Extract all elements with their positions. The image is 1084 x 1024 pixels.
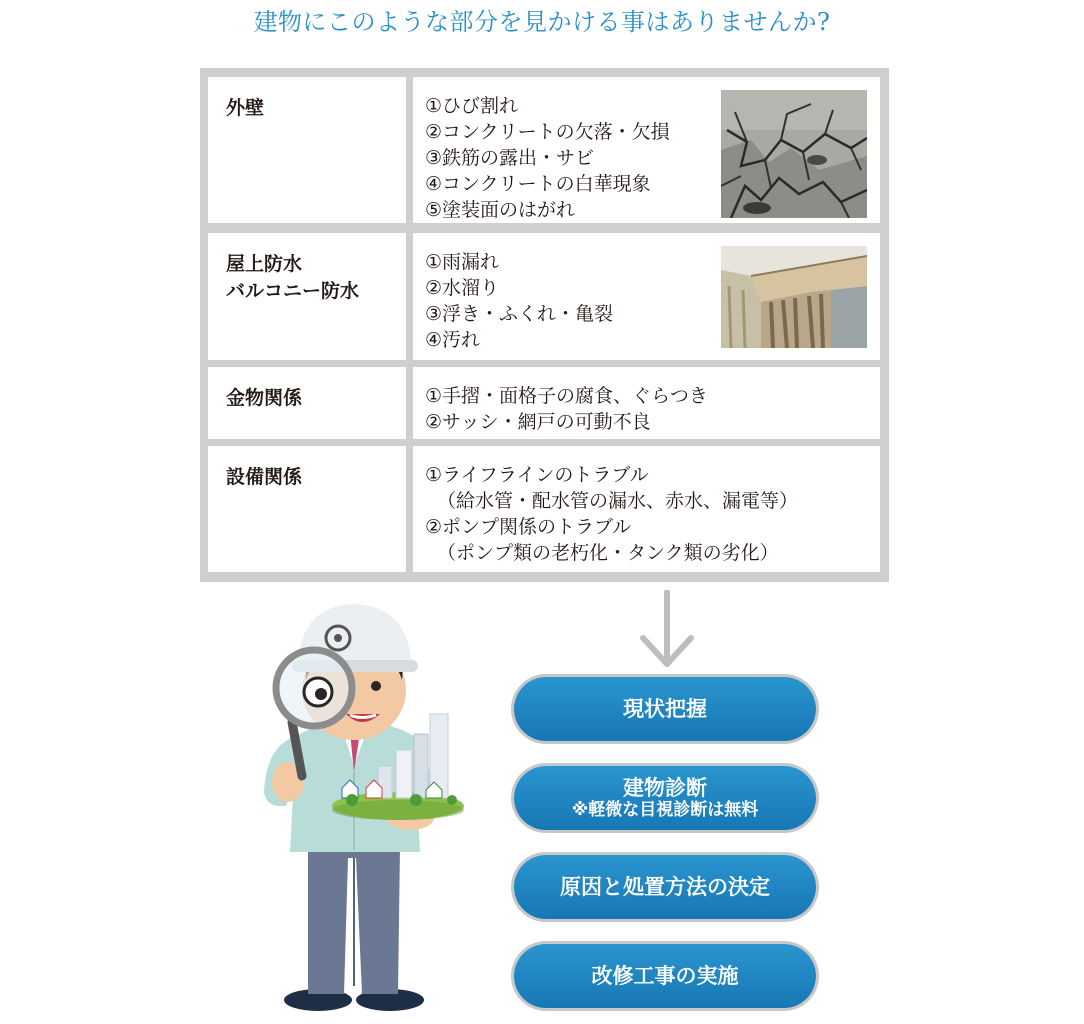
step-repair-work xyxy=(514,944,816,1008)
row-heading-label: 金物関係 xyxy=(226,387,303,409)
list-item: ①手摺・面格子の腐食、ぐらつき xyxy=(425,385,708,407)
list-item: ①ひび割れ xyxy=(425,95,519,117)
row-detail-metalwork xyxy=(413,367,880,439)
list-item: （ポンプ類の老朽化・タンク類の劣化） xyxy=(437,542,779,564)
row-heading-label: 屋上防水 xyxy=(226,253,303,275)
row-heading-waterproofing xyxy=(208,233,406,360)
list-item: ①ライフラインのトラブル xyxy=(425,464,649,486)
inspector-illustration xyxy=(230,596,480,1014)
list-item: ④コンクリートの白華現象 xyxy=(425,173,651,195)
row-heading-label: 外壁 xyxy=(226,97,265,119)
list-item: （給水管・配水管の漏水、赤水、漏電等） xyxy=(437,490,799,512)
step-building-diagnosis xyxy=(514,766,816,830)
leak-stain-photo xyxy=(721,246,867,348)
row-detail-equipment xyxy=(413,446,880,572)
row-heading-exterior-wall xyxy=(208,77,406,223)
list-item: ②コンクリートの欠落・欠損 xyxy=(425,121,670,143)
issue-table xyxy=(200,68,889,582)
step-note: ※軽微な目視診断は無料 xyxy=(571,800,759,820)
step-current-status xyxy=(514,677,816,741)
step-label: 建物診断 xyxy=(623,776,707,800)
row-heading-label: 設備関係 xyxy=(226,466,303,488)
page-title: 建物にこのような部分を見かける事はありませんか? xyxy=(253,8,831,36)
list-item: ①雨漏れ xyxy=(425,251,500,273)
cracked-concrete-photo xyxy=(721,90,867,218)
row-heading-label: バルコニー防水 xyxy=(226,280,360,302)
step-label: 原因と処置方法の決定 xyxy=(560,875,770,899)
list-item: ②ポンプ関係のトラブル xyxy=(425,516,632,538)
step-label: 現状把握 xyxy=(623,697,707,721)
step-cause-and-treatment xyxy=(514,855,816,919)
list-item: ②サッシ・網戸の可動不良 xyxy=(425,411,651,433)
list-item: ③浮き・ふくれ・亀裂 xyxy=(425,303,614,325)
row-heading-metalwork xyxy=(208,367,406,439)
list-item: ⑤塗装面のはがれ xyxy=(425,199,576,221)
list-item: ②水溜り xyxy=(425,277,500,299)
list-item: ③鉄筋の露出・サビ xyxy=(425,147,595,169)
arrow-down-icon xyxy=(639,590,695,670)
row-heading-equipment xyxy=(208,446,406,572)
step-label: 改修工事の実施 xyxy=(591,964,739,988)
list-item: ④汚れ xyxy=(425,329,481,351)
